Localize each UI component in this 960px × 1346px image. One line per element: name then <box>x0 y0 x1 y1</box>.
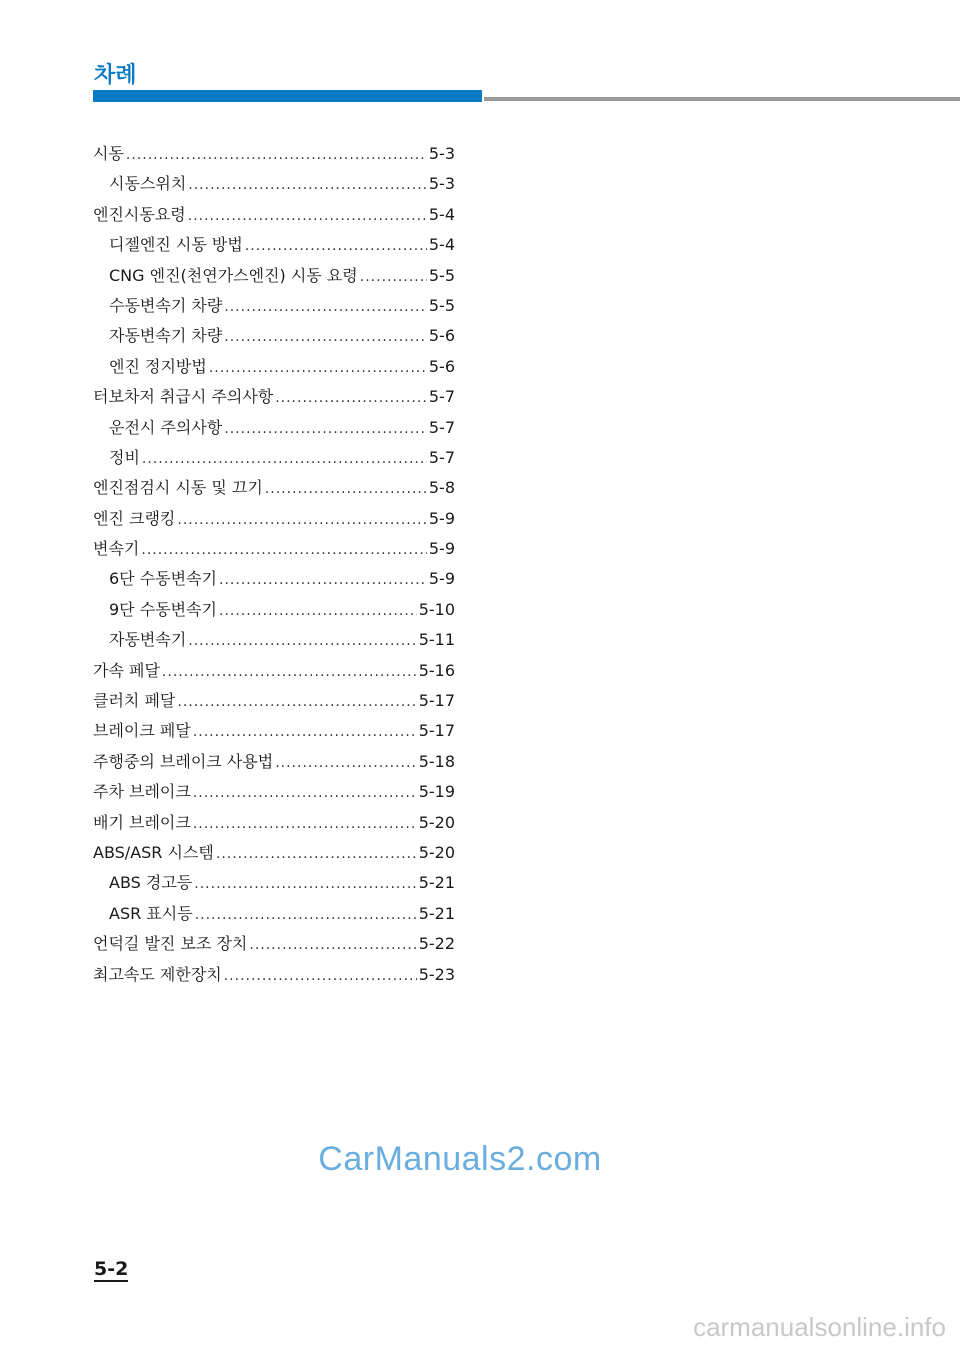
toc-entry-page: 5-20 <box>418 842 455 862</box>
toc-entry-page: 5-7 <box>428 417 455 437</box>
toc-entry[interactable] <box>93 139 455 169</box>
toc-entry[interactable] <box>93 899 455 929</box>
toc-entry-page: 5-17 <box>418 721 455 741</box>
toc-entry[interactable] <box>93 261 455 291</box>
toc-leader-dots <box>177 687 416 717</box>
toc-entry-page: 5-9 <box>428 569 455 589</box>
toc-entry[interactable] <box>93 747 455 777</box>
toc-leader-dots <box>216 839 417 869</box>
toc-entry-label: 6단 수동변속기 <box>109 569 218 589</box>
footer-brand: carmanualsonline.info <box>693 1312 946 1342</box>
toc-entry-page: 5-7 <box>428 387 455 407</box>
toc-entry-label: 터보차저 취급시 주의사항 <box>93 387 274 407</box>
toc-leader-dots <box>188 201 427 231</box>
toc-leader-dots <box>126 140 427 170</box>
toc-entry[interactable] <box>93 291 455 321</box>
toc-entry-page: 5-5 <box>428 295 455 315</box>
toc-entry[interactable] <box>93 504 455 534</box>
toc-entry-page: 5-3 <box>428 174 455 194</box>
toc-leader-dots <box>142 444 427 474</box>
toc-entry-label: 가속 페달 <box>93 660 160 680</box>
toc-leader-dots <box>224 414 427 444</box>
toc-entry-label: CNG 엔진(천연가스엔진) 시동 요령 <box>109 265 358 285</box>
toc-entry-page: 5-8 <box>428 478 455 498</box>
toc-entry-label: 배기 브레이크 <box>93 812 191 832</box>
toc-leader-dots <box>194 869 416 899</box>
toc-entry-label: 시동스위치 <box>109 174 187 194</box>
toc-leader-dots <box>188 626 416 656</box>
toc-leader-dots <box>193 778 417 808</box>
toc-entry[interactable] <box>93 625 455 655</box>
toc-entry-label: 엔진점검시 시동 및 끄기 <box>93 478 263 498</box>
toc-entry-page: 5-20 <box>418 812 455 832</box>
toc-entry-label: ABS 경고등 <box>109 873 193 893</box>
toc-entry[interactable] <box>93 230 455 260</box>
toc-entry-page: 5-19 <box>418 782 455 802</box>
toc-entry-page: 5-5 <box>428 265 455 285</box>
toc-entry-label: 주차 브레이크 <box>93 782 191 802</box>
toc-entry-label: 클러치 페달 <box>93 691 176 711</box>
toc-entry-page: 5-17 <box>418 691 455 711</box>
toc-entry[interactable] <box>93 200 455 230</box>
header-accent-bar <box>93 90 482 102</box>
toc-entry[interactable] <box>93 564 455 594</box>
toc-entry-page: 5-4 <box>428 204 455 224</box>
toc-leader-dots <box>265 474 427 504</box>
toc-entry[interactable] <box>93 868 455 898</box>
header-rule <box>484 97 960 101</box>
toc-entry-page: 5-4 <box>428 235 455 255</box>
toc-entry[interactable] <box>93 777 455 807</box>
toc-entry-page: 5-6 <box>428 326 455 346</box>
toc-leader-dots <box>249 930 416 960</box>
toc-entry[interactable] <box>93 686 455 716</box>
toc-entry[interactable] <box>93 443 455 473</box>
toc-entry-page: 5-7 <box>428 447 455 467</box>
toc-entry-label: ASR 표시등 <box>109 903 193 923</box>
toc-entry-page: 5-10 <box>418 599 455 619</box>
toc-entry-label: 수동변속기 차량 <box>109 295 223 315</box>
toc-entry-label: 언덕길 발진 보조 장치 <box>93 934 248 954</box>
toc-entry[interactable] <box>93 656 455 686</box>
toc-entry-page: 5-11 <box>418 630 455 650</box>
toc-entry[interactable] <box>93 413 455 443</box>
toc-entry-label: 변속기 <box>93 539 140 559</box>
toc-entry-label: 9단 수동변속기 <box>109 599 218 619</box>
toc-entry-label: 주행중의 브레이크 사용법 <box>93 751 274 771</box>
watermark-text: CarManuals2.com <box>318 1140 602 1178</box>
toc-entry-page: 5-6 <box>428 356 455 376</box>
toc-leader-dots <box>360 262 427 292</box>
toc-leader-dots <box>245 231 427 261</box>
toc-entry-page: 5-9 <box>428 508 455 528</box>
toc-entry[interactable] <box>93 929 455 959</box>
toc-entry-label: 운전시 주의사항 <box>109 417 223 437</box>
toc-entry[interactable] <box>93 321 455 351</box>
toc-leader-dots <box>219 596 417 626</box>
toc-entry-page: 5-21 <box>418 903 455 923</box>
toc-leader-dots <box>193 809 417 839</box>
toc-entry[interactable] <box>93 382 455 412</box>
toc-entry-label: 엔진 정지방법 <box>109 356 207 376</box>
toc-leader-dots <box>209 353 427 383</box>
toc-leader-dots <box>224 322 427 352</box>
toc-entry-page: 5-9 <box>428 539 455 559</box>
toc-leader-dots <box>224 292 427 322</box>
toc-entry-label: 디젤엔진 시동 방법 <box>109 235 243 255</box>
toc-leader-dots <box>275 383 427 413</box>
toc-entry-label: 엔진 크랭킹 <box>93 508 176 528</box>
toc-entry[interactable] <box>93 595 455 625</box>
toc-entry[interactable] <box>93 473 455 503</box>
toc-leader-dots <box>177 505 426 535</box>
toc-entry-page: 5-23 <box>418 964 455 984</box>
toc-leader-dots <box>219 565 427 595</box>
toc-entry[interactable] <box>93 169 455 199</box>
table-of-contents <box>93 139 455 990</box>
toc-entry-label: 최고속도 제한장치 <box>93 964 222 984</box>
toc-entry[interactable] <box>93 838 455 868</box>
toc-entry-label: 정비 <box>109 447 140 467</box>
toc-entry[interactable] <box>93 716 455 746</box>
toc-leader-dots <box>195 900 417 930</box>
toc-entry-page: 5-22 <box>418 934 455 954</box>
section-title: 차례 <box>94 63 137 88</box>
toc-entry-page: 5-21 <box>418 873 455 893</box>
toc-leader-dots <box>162 657 417 687</box>
toc-leader-dots <box>224 961 417 991</box>
toc-leader-dots <box>188 170 427 200</box>
toc-entry[interactable] <box>93 808 455 838</box>
toc-entry-page: 5-18 <box>418 751 455 771</box>
toc-entry-label: ABS/ASR 시스템 <box>93 842 214 862</box>
page-number: 5-2 <box>94 1258 129 1280</box>
toc-entry-label: 자동변속기 <box>109 630 187 650</box>
toc-leader-dots <box>275 748 416 778</box>
toc-entry-label: 브레이크 페달 <box>93 721 191 741</box>
toc-leader-dots <box>141 535 426 565</box>
toc-entry-page: 5-3 <box>428 144 455 163</box>
toc-entry-page: 5-16 <box>418 660 455 680</box>
toc-entry-label: 엔진시동요령 <box>93 204 186 224</box>
toc-entry[interactable] <box>93 960 455 990</box>
toc-leader-dots <box>193 717 417 747</box>
toc-entry[interactable] <box>93 534 455 564</box>
toc-entry-label: 시동 <box>93 144 124 163</box>
toc-entry[interactable] <box>93 352 455 382</box>
toc-entry-label: 자동변속기 차량 <box>109 326 223 346</box>
